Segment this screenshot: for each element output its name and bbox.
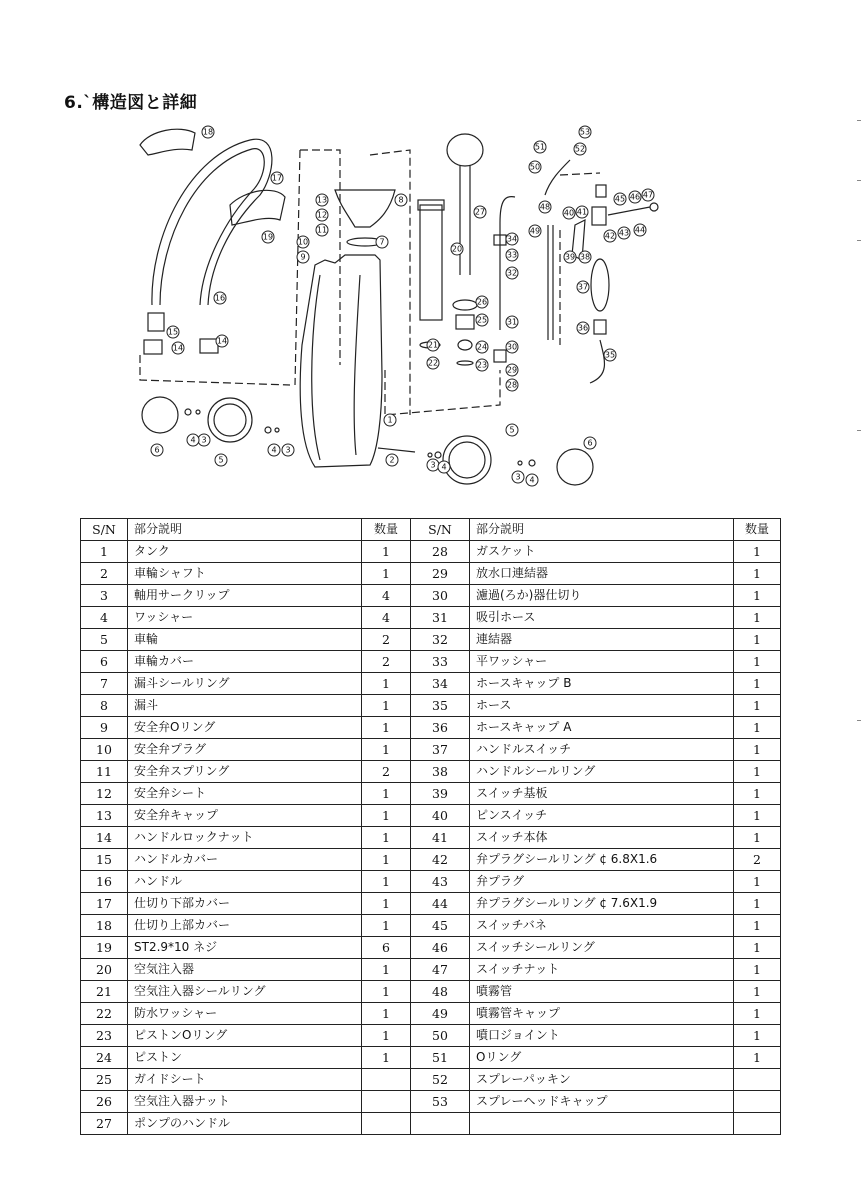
part-sn: 51 [411,1047,470,1069]
part-quantity: 1 [362,673,411,695]
svg-text:24: 24 [476,342,488,352]
svg-text:45: 45 [614,194,626,204]
part-quantity: 1 [362,893,411,915]
part-description: 濾過(ろか)器仕切り [470,585,734,607]
header-sn: S/N [411,519,470,541]
svg-text:4: 4 [441,462,447,472]
part-quantity: 1 [734,915,781,937]
part-quantity: 1 [362,563,411,585]
part-quantity: 1 [362,783,411,805]
part-description: ホース [470,695,734,717]
svg-text:5: 5 [218,455,224,465]
table-row [81,959,781,981]
part-quantity: 1 [734,761,781,783]
part-quantity: 1 [362,739,411,761]
part-description: ハンドル [128,871,362,893]
part-quantity: 1 [734,585,781,607]
part-sn: 14 [81,827,128,849]
part-quantity: 4 [362,607,411,629]
part-sn: 20 [81,959,128,981]
part-sn: 45 [411,915,470,937]
part-description: 放水口連結器 [470,563,734,585]
svg-text:31: 31 [506,317,518,327]
svg-text:38: 38 [579,252,591,262]
callout-labels [151,126,654,486]
part-sn: 52 [411,1069,470,1091]
part-quantity: 1 [362,959,411,981]
part-sn: 6 [81,651,128,673]
part-sn: 32 [411,629,470,651]
table-row [81,871,781,893]
svg-text:3: 3 [430,460,436,470]
svg-text:9: 9 [300,252,306,262]
part-description: Oリング [470,1047,734,1069]
part-description: ホースキャップ B [470,673,734,695]
part-sn: 11 [81,761,128,783]
svg-text:16: 16 [214,293,226,303]
part-sn: 4 [81,607,128,629]
svg-text:26: 26 [476,297,488,307]
table-row [81,827,781,849]
part-sn: 43 [411,871,470,893]
part-description: スイッチ基板 [470,783,734,805]
part-description: 噴霧管キャップ [470,1003,734,1025]
part-quantity: 1 [362,871,411,893]
part-sn: 29 [411,563,470,585]
svg-text:7: 7 [379,237,385,247]
part-quantity: 2 [362,761,411,783]
svg-text:46: 46 [629,192,641,202]
svg-text:6: 6 [587,438,593,448]
part-quantity: 1 [734,871,781,893]
wheel-left-drawing [208,398,252,442]
diagram-svg [120,115,680,500]
part-description: ハンドルロックナット [128,827,362,849]
part-quantity: 1 [734,629,781,651]
part-quantity: 6 [362,937,411,959]
part-description: 空気注入器ナット [128,1091,362,1113]
table-row [81,673,781,695]
svg-text:12: 12 [316,210,328,220]
part-description: ハンドルシールリング [470,761,734,783]
svg-text:27: 27 [474,207,486,217]
table-row [81,717,781,739]
part-description: 安全弁スプリング [128,761,362,783]
part-quantity: 1 [734,607,781,629]
part-sn: 16 [81,871,128,893]
part-description: 弁プラグシールリング ¢ 7.6X1.9 [470,893,734,915]
svg-text:53: 53 [579,127,591,137]
svg-text:48: 48 [539,202,551,212]
table-row [81,1091,781,1113]
part-sn: 46 [411,937,470,959]
part-description: 漏斗シールリング [128,673,362,695]
part-quantity: 1 [734,959,781,981]
svg-text:1: 1 [387,415,393,425]
svg-text:11: 11 [316,225,328,235]
part-sn: 8 [81,695,128,717]
funnel-drawing [335,190,395,227]
svg-text:28: 28 [506,380,518,390]
part-description: ワッシャー [128,607,362,629]
part-quantity: 1 [362,981,411,1003]
svg-text:14: 14 [216,336,228,346]
part-quantity: 1 [362,1047,411,1069]
part-quantity [362,1069,411,1091]
svg-text:3: 3 [201,435,207,445]
part-quantity: 1 [362,827,411,849]
svg-text:25: 25 [476,315,488,325]
svg-text:49: 49 [529,226,541,236]
part-description: 車輪シャフト [128,563,362,585]
air-injector-drawing [420,205,442,320]
part-sn: 35 [411,695,470,717]
part-quantity: 1 [362,1003,411,1025]
table-row [81,695,781,717]
part-quantity: 1 [734,1003,781,1025]
table-row [81,541,781,563]
table-row [81,1047,781,1069]
part-description: ピストン [128,1047,362,1069]
part-sn: 50 [411,1025,470,1047]
svg-text:29: 29 [506,365,518,375]
wheel-right-drawing [443,436,491,484]
part-description: 噴口ジョイント [470,1025,734,1047]
part-quantity: 1 [734,541,781,563]
part-description: 安全弁キャップ [128,805,362,827]
part-description: 安全弁シート [128,783,362,805]
part-sn: 33 [411,651,470,673]
part-sn: 31 [411,607,470,629]
part-description: スプレーパッキン [470,1069,734,1091]
svg-text:17: 17 [271,173,283,183]
part-description: ピンスイッチ [470,805,734,827]
part-quantity: 2 [362,629,411,651]
svg-text:32: 32 [506,268,518,278]
part-description: 車輪カバー [128,651,362,673]
part-sn: 40 [411,805,470,827]
svg-text:13: 13 [316,195,328,205]
part-description: ガイドシート [128,1069,362,1091]
svg-text:43: 43 [618,228,630,238]
svg-text:35: 35 [604,350,616,360]
part-sn: 23 [81,1025,128,1047]
part-description [470,1113,734,1135]
handle-drawing [152,139,272,305]
header-quantity: 数量 [734,519,781,541]
part-quantity: 1 [734,563,781,585]
svg-text:52: 52 [574,144,586,154]
part-description: ポンプのハンドル [128,1113,362,1135]
part-description: 空気注入器 [128,959,362,981]
part-description: 吸引ホース [470,607,734,629]
part-quantity: 1 [734,981,781,1003]
table-row [81,1113,781,1135]
part-sn: 41 [411,827,470,849]
part-sn: 5 [81,629,128,651]
part-sn: 42 [411,849,470,871]
handle-cover-drawing [140,129,195,155]
part-quantity: 1 [734,1047,781,1069]
section-title: 6.`構造図と詳細 [64,93,198,113]
part-description: ハンドルカバー [128,849,362,871]
svg-text:21: 21 [427,340,439,350]
part-sn: 30 [411,585,470,607]
part-sn: 17 [81,893,128,915]
part-sn: 2 [81,563,128,585]
table-row [81,1003,781,1025]
svg-text:3: 3 [515,472,521,482]
part-quantity: 4 [362,585,411,607]
part-quantity [734,1069,781,1091]
table-row [81,915,781,937]
part-sn: 38 [411,761,470,783]
header-description: 部分説明 [470,519,734,541]
svg-text:33: 33 [506,250,518,260]
scan-edge-marks [853,100,863,1000]
part-sn: 15 [81,849,128,871]
svg-text:10: 10 [297,237,309,247]
table-row [81,849,781,871]
part-quantity: 1 [734,1025,781,1047]
part-quantity [362,1091,411,1113]
part-quantity [734,1113,781,1135]
part-sn: 1 [81,541,128,563]
header-quantity: 数量 [362,519,411,541]
header-sn: S/N [81,519,128,541]
svg-text:4: 4 [529,475,535,485]
svg-text:2: 2 [389,455,395,465]
part-sn: 25 [81,1069,128,1091]
parts-table-body [81,541,781,1135]
part-sn: 3 [81,585,128,607]
part-sn: 49 [411,1003,470,1025]
svg-text:14: 14 [172,343,184,353]
table-row [81,651,781,673]
table-row [81,783,781,805]
part-description: 噴霧管 [470,981,734,1003]
table-row [81,629,781,651]
svg-text:4: 4 [271,445,277,455]
part-description: ピストンOリング [128,1025,362,1047]
part-description: ホースキャップ A [470,717,734,739]
svg-text:30: 30 [506,342,518,352]
svg-text:19: 19 [262,232,274,242]
part-sn: 24 [81,1047,128,1069]
table-header-row [81,519,781,541]
part-sn: 34 [411,673,470,695]
table-row [81,761,781,783]
part-quantity: 1 [734,673,781,695]
part-sn: 21 [81,981,128,1003]
part-quantity [362,1113,411,1135]
table-row [81,585,781,607]
part-sn: 10 [81,739,128,761]
part-description: タンク [128,541,362,563]
svg-text:50: 50 [529,162,541,172]
table-row [81,937,781,959]
part-sn: 22 [81,1003,128,1025]
svg-text:37: 37 [577,282,589,292]
handle-switch-drawing [591,259,609,311]
svg-text:4: 4 [190,435,196,445]
svg-text:40: 40 [563,208,575,218]
part-quantity: 1 [362,805,411,827]
table-row [81,607,781,629]
part-quantity: 1 [734,695,781,717]
part-quantity: 1 [362,915,411,937]
part-sn: 47 [411,959,470,981]
part-quantity: 1 [362,695,411,717]
part-sn: 26 [81,1091,128,1113]
part-sn: 48 [411,981,470,1003]
pump-handle-drawing [447,134,483,166]
svg-text:8: 8 [398,195,404,205]
part-sn: 12 [81,783,128,805]
table-row [81,563,781,585]
part-quantity: 1 [734,739,781,761]
part-sn: 27 [81,1113,128,1135]
part-quantity: 1 [734,893,781,915]
part-quantity: 1 [734,717,781,739]
part-quantity: 2 [362,651,411,673]
part-sn: 13 [81,805,128,827]
part-description: 仕切り上部カバー [128,915,362,937]
part-quantity: 1 [734,783,781,805]
svg-text:41: 41 [576,207,588,217]
svg-text:44: 44 [634,225,646,235]
part-sn: 28 [411,541,470,563]
part-quantity: 1 [362,1025,411,1047]
part-sn: 44 [411,893,470,915]
part-description: 連結器 [470,629,734,651]
table-row [81,1069,781,1091]
part-description: スイッチナット [470,959,734,981]
part-description: 軸用サークリップ [128,585,362,607]
part-quantity: 1 [734,827,781,849]
part-description: 空気注入器シールリング [128,981,362,1003]
part-description: 安全弁プラグ [128,739,362,761]
part-description: 弁プラグシールリング ¢ 6.8X1.6 [470,849,734,871]
part-sn: 36 [411,717,470,739]
part-description: スイッチシールリング [470,937,734,959]
svg-text:5: 5 [509,425,515,435]
part-description: ハンドルスイッチ [470,739,734,761]
header-description: 部分説明 [128,519,362,541]
table-row [81,739,781,761]
part-description: スイッチ本体 [470,827,734,849]
svg-text:15: 15 [167,327,179,337]
part-description: 弁プラグ [470,871,734,893]
part-quantity: 1 [362,717,411,739]
part-sn: 37 [411,739,470,761]
part-sn: 18 [81,915,128,937]
part-description: スイッチバネ [470,915,734,937]
part-description: 防水ワッシャー [128,1003,362,1025]
svg-text:20: 20 [451,244,463,254]
svg-text:23: 23 [476,360,488,370]
part-description: 漏斗 [128,695,362,717]
part-quantity: 1 [734,937,781,959]
part-sn: 19 [81,937,128,959]
part-sn: 7 [81,673,128,695]
part-description: ガスケット [470,541,734,563]
part-quantity [734,1091,781,1113]
part-description: 仕切り下部カバー [128,893,362,915]
svg-text:34: 34 [506,234,518,244]
part-quantity: 1 [362,541,411,563]
table-row [81,1025,781,1047]
part-sn [411,1113,470,1135]
svg-text:36: 36 [577,323,589,333]
table-row [81,893,781,915]
part-description: 平ワッシャー [470,651,734,673]
part-sn: 39 [411,783,470,805]
table-row [81,981,781,1003]
part-quantity: 1 [734,651,781,673]
part-quantity: 1 [362,849,411,871]
part-description: 安全弁Oリング [128,717,362,739]
part-sn: 53 [411,1091,470,1113]
part-quantity: 2 [734,849,781,871]
svg-text:22: 22 [427,358,439,368]
part-quantity: 1 [734,805,781,827]
svg-text:6: 6 [154,445,160,455]
svg-text:39: 39 [564,252,576,262]
table-row [81,805,781,827]
exploded-parts-diagram [120,115,680,500]
svg-text:3: 3 [285,445,291,455]
parts-list-table [80,518,781,1135]
svg-text:18: 18 [202,127,214,137]
part-description: 車輪 [128,629,362,651]
part-sn: 9 [81,717,128,739]
part-description: スプレーヘッドキャップ [470,1091,734,1113]
svg-text:51: 51 [534,142,546,152]
part-description: ST2.9*10 ネジ [128,937,362,959]
svg-text:47: 47 [642,190,654,200]
svg-text:42: 42 [604,231,616,241]
